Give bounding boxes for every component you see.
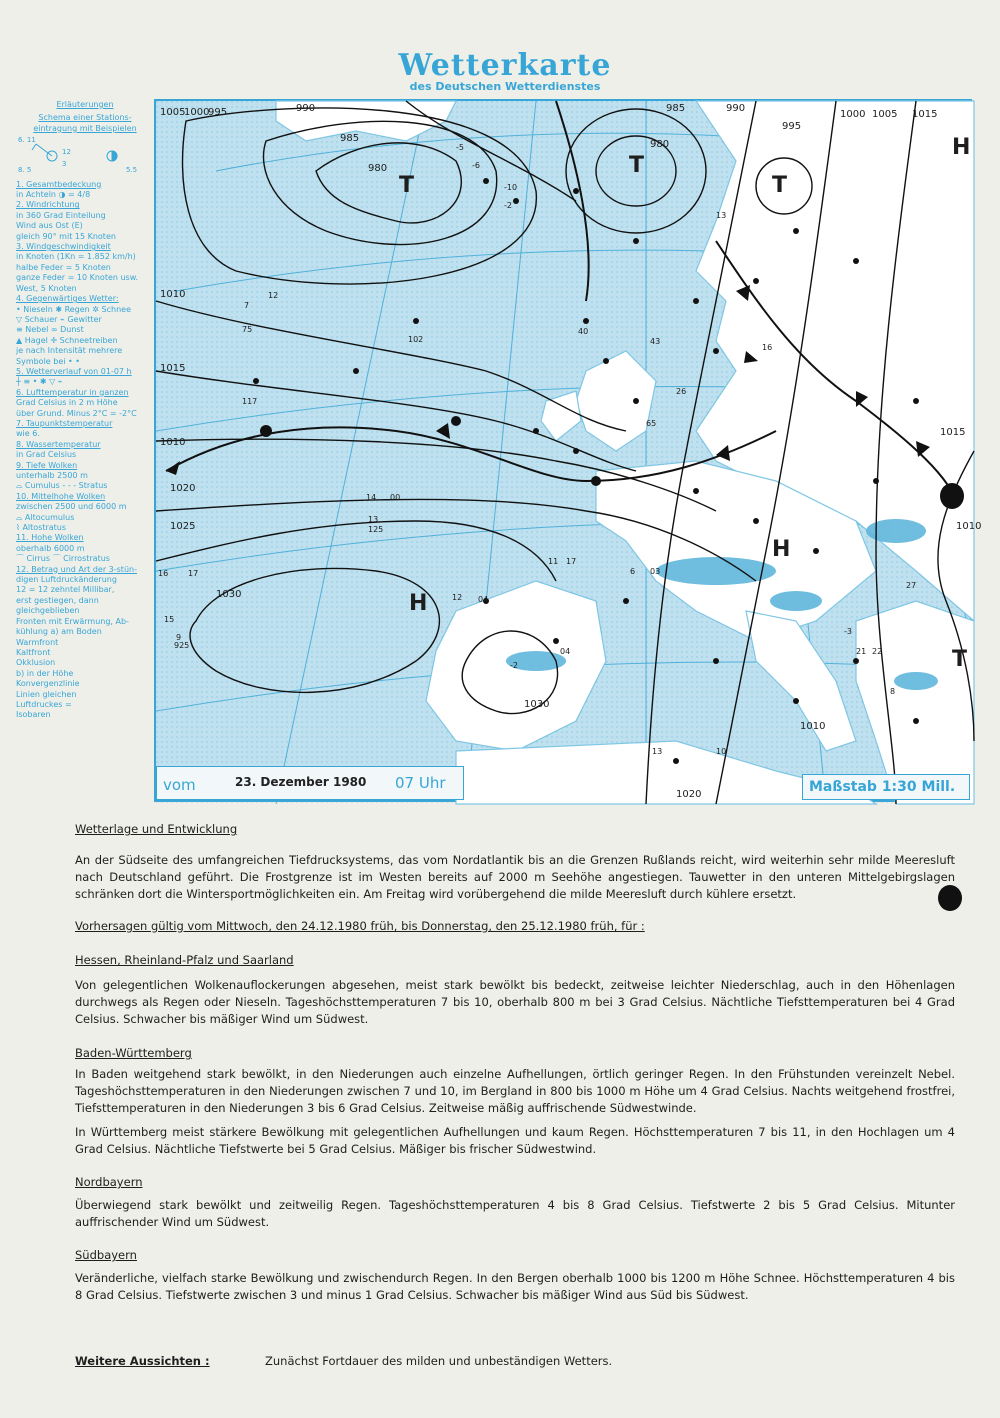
isobar-label: 1015 — [160, 363, 186, 374]
station-value: 12 — [268, 291, 279, 300]
legend-schema-line: eintragung mit Beispielen — [33, 123, 137, 133]
station-value: 14 — [366, 493, 377, 502]
legend-line: 12 = 12 zehntel Millibar, — [16, 585, 115, 595]
wetterlage-text — [75, 852, 955, 903]
high-pressure-center: H — [409, 591, 428, 616]
section-heading-baden-wuerttemberg: Baden-Württemberg — [75, 1046, 192, 1060]
legend-heading: Erläuterungen — [56, 100, 114, 109]
station-values — [156, 101, 974, 804]
section-heading-vorhersage: Vorhersagen gültig vom Mittwoch, den 24.12.1980 früh, bis Donnerstag, den 25.12.1980 früh, für : — [75, 919, 645, 933]
isobar-label: 980 — [368, 163, 388, 174]
svg-text:8. 5: 8. 5 — [18, 166, 32, 175]
legend-line: kühlung a) am Boden — [16, 627, 102, 637]
legend-line: 8. Wassertemperatur — [16, 439, 101, 449]
legend-line: ⌓ Altocumulus — [16, 512, 75, 522]
legend-line: b) in der Höhe — [16, 668, 74, 678]
legend-line: Symbole bei • • — [16, 356, 81, 366]
nordbayern-text — [75, 1197, 955, 1231]
legend-line: Konvergenzlinie — [16, 679, 80, 689]
legend-line: Linien gleichen — [16, 689, 77, 699]
legend-line: gleich 90° mit 15 Knoten — [16, 231, 116, 241]
station-value: -5 — [456, 143, 464, 152]
legend-line: ⌓ Cumulus - - - Stratus — [16, 481, 108, 491]
isobar-label: 1020 — [676, 789, 702, 800]
wetterlage-paragraph: An der Südseite des umfangreichen Tiefdrucksystems, das vom Nordatlantik bis an die Grenzen Rußlands reicht, wird weiterhin sehr milde Meeresluft nach Deutschland geführt. Die Frostgrenze ist im Westen bereits auf 2000 m Seehöhe angestiegen. Tauwetter in den unteren Mittelgebirgslagen schränken dort die Wintersportmöglichkeiten ein. Am Freitag wird vorübergehend die milde Meeresluft durch kühlere ersetzt. — [75, 853, 955, 901]
station-value: 13 — [716, 211, 727, 220]
station-value: 17 — [188, 569, 199, 578]
map-scale-box — [802, 774, 970, 800]
station-value: 00 — [390, 493, 401, 502]
station-value: 65 — [646, 419, 657, 428]
isobar-label: 1030 — [216, 589, 242, 600]
legend-line: in Achteln ◑ = 4/8 — [16, 190, 91, 200]
station-value: 12 — [452, 593, 463, 602]
legend-line: 3. Windgeschwindigkeit — [16, 242, 111, 252]
station-value: -6 — [472, 161, 480, 170]
legend-line: Fronten mit Erwärmung, Ab- — [16, 616, 129, 626]
legend-line: West, 5 Knoten — [16, 283, 77, 293]
punch-hole — [940, 483, 964, 509]
legend-line: Isobaren — [16, 710, 51, 720]
station-value: 6 — [630, 567, 636, 576]
section-heading-weitere-aussichten: Weitere Aussichten : — [75, 1354, 210, 1368]
svg-text:12: 12 — [62, 148, 71, 157]
weitere-aussichten-text: Zunächst Fortdauer des milden und unbeständigen Wetters. — [265, 1354, 613, 1368]
legend-line: ▽ Schauer ⌁ Gewitter — [16, 314, 102, 324]
isobar-label: 980 — [650, 139, 670, 150]
legend-line: in Grad Celsius — [16, 450, 77, 460]
legend-line: • Nieseln ✱ Regen ✲ Schnee — [16, 304, 132, 314]
isobar-label: 1015 — [940, 427, 966, 438]
isobar-label: 985 — [340, 133, 360, 144]
station-value: 75 — [242, 325, 253, 334]
baden-paragraph: In Baden weitgehend stark bewölkt, in den Niederungen auch einzelne Aufhellungen, örtlich geringer Regen. In den Frühstunden vereinzelt Nebel. Tageshöchsttemperaturen in den Niederungen zwischen 7 und 10, im Bergland in 800 bis 1000 m Höhe um 4 Grad Celsius. Nachts weitgehend frostfrei, Tiefsttemperaturen in den Niederungen 3 bis 6 Grad Celsius. Zeitweise mäßig auffrischende Südwestwinde. — [75, 1067, 955, 1115]
legend-line: 10. Mittelhohe Wolken — [16, 491, 106, 501]
low-pressure-center: T — [952, 647, 968, 672]
svg-text:5.5: 5.5 — [126, 166, 138, 175]
station-value: 40 — [578, 327, 589, 336]
legend-line: gleichgeblieben — [16, 606, 80, 616]
svg-text:6. 11: 6. 11 — [18, 136, 36, 145]
isobar-label: 985 — [666, 103, 686, 114]
isobar-label: 1020 — [170, 483, 196, 494]
map-footer-hour: 07 Uhr — [395, 774, 446, 792]
station-value: -2 — [510, 661, 518, 670]
isobar-label: 1005 — [160, 107, 186, 118]
station-value: 22 — [872, 647, 883, 656]
isobar-label: 1030 — [524, 699, 550, 710]
wuerttemberg-text — [75, 1124, 955, 1158]
station-value: 26 — [676, 387, 687, 396]
map-footer-scale: Maßstab 1:30 Mill. — [809, 779, 956, 795]
station-value: 21 — [856, 647, 867, 656]
legend-line: Wind aus Ost (E) — [16, 221, 83, 231]
legend-line: über Grund. Minus 2°C = -2°C — [16, 408, 137, 418]
low-pressure-center: T — [399, 173, 415, 198]
nordbayern-paragraph: Überwiegend stark bewölkt und zeitweilig Regen. Tageshöchsttemperaturen 4 bis 8 Grad Celsius. Tiefstwerte 2 bis 5 Grad Celsius. Mitunter auffrischender Wind um Südwest. — [75, 1198, 955, 1229]
legend-line: 11. Hohe Wolken — [16, 533, 84, 543]
station-value: 04 — [478, 595, 489, 604]
legend-line: 9. Tiefe Wolken — [16, 460, 78, 470]
station-value: 15 — [164, 615, 175, 624]
high-pressure-center: H — [952, 135, 971, 160]
legend-panel — [16, 100, 154, 721]
legend-line: 2. Windrichtung — [16, 200, 80, 210]
station-value: 13 — [368, 515, 379, 524]
legend-line: Warmfront — [16, 637, 59, 647]
station-schema-icon — [16, 134, 146, 176]
section-heading-suedbayern: Südbayern — [75, 1248, 137, 1262]
legend-line: in 360 Grad Einteilung — [16, 210, 106, 220]
isobar-label: 1005 — [872, 109, 898, 120]
legend-line: zwischen 2500 und 6000 m — [16, 502, 127, 512]
map-date-box — [156, 766, 464, 800]
legend-line: erst gestiegen, dann — [16, 595, 99, 605]
legend-line: je nach Intensität mehrere — [16, 346, 123, 356]
suedbayern-text — [75, 1270, 955, 1304]
wuerttemberg-paragraph: In Württemberg meist stärkere Bewölkung mit gelegentlichen Aufhellungen und kaum Regen. Höchsttemperaturen 7 bis 11, in den Hochlagen um 4 Grad Celsius. Nächtliche Tiefstwerte bei 5 Grad Celsius. Mäßiger bis frischer Südwestwind. — [75, 1125, 955, 1156]
page-title: Wetterkarte — [398, 48, 612, 83]
isobar-label: 1025 — [170, 521, 196, 532]
legend-line: digen Luftdruckänderung — [16, 575, 117, 585]
legend-line: ▲ Hagel ✛ Schneetreiben — [16, 335, 118, 345]
isobar-label: 1000 — [184, 107, 210, 118]
station-value: 04 — [560, 647, 571, 656]
legend-line: 4. Gegenwärtiges Wetter: — [16, 294, 119, 304]
legend-schema-line: Schema einer Stations- — [38, 113, 132, 123]
legend-line: halbe Feder = 5 Knoten — [16, 262, 111, 272]
svg-text:3: 3 — [62, 160, 67, 169]
legend-line: Kaltfront — [16, 647, 51, 657]
isobar-label: 1010 — [800, 721, 826, 732]
hessen-text — [75, 977, 955, 1028]
legend-line: Okklusion — [16, 658, 56, 668]
isobar-label: 1010 — [956, 521, 982, 532]
station-value: 8 — [890, 687, 896, 696]
low-pressure-center: T — [629, 153, 645, 178]
legend-line: 1. Gesamtbedeckung — [16, 179, 102, 189]
legend-line: 5. Wetterverlauf von 01-07 h — [16, 366, 132, 376]
isobar-label: 1000 — [840, 109, 866, 120]
station-value: -2 — [504, 201, 512, 210]
legend-line: ⌇ Altostratus — [16, 523, 67, 533]
legend-line: 7. Taupunktstemperatur — [16, 418, 113, 428]
station-value: 17 — [566, 557, 577, 566]
station-value: 125 — [368, 525, 384, 534]
high-pressure-center: H — [772, 537, 791, 562]
station-value: 10 — [716, 747, 727, 756]
station-value: 117 — [242, 397, 258, 406]
legend-line: 6. Lufttemperatur in ganzen — [16, 387, 129, 397]
station-value: 7 — [244, 301, 250, 310]
legend-line: in Knoten (1Kn = 1.852 km/h) — [16, 252, 136, 262]
isobar-label: 1015 — [912, 109, 938, 120]
legend-line: oberhalb 6000 m — [16, 543, 85, 553]
hessen-paragraph: Von gelegentlichen Wolkenauflockerungen abgesehen, meist stark bewölkt bis bedeckt, zeitweise leichter Niederschlag, auch in den Höhenlagen durchwegs als Regen oder Nieseln. Tageshöchsttemperaturen 7 bis 10, oberhalb 800 m bei 3 Grad Celsius. Nächtliche Tiefsttemperaturen bei 4 Grad Celsius. Schwacher bis mäßiger Wind um Südwest. — [75, 978, 955, 1026]
station-value: -10 — [504, 183, 518, 192]
legend-line: unterhalb 2500 m — [16, 471, 88, 480]
station-value: 11 — [548, 557, 559, 566]
weather-map — [154, 99, 982, 802]
low-pressure-center: T — [772, 173, 788, 198]
station-value: 9 — [176, 633, 182, 642]
isobar-label: 1010 — [160, 289, 186, 300]
suedbayern-paragraph: Veränderliche, vielfach starke Bewölkung und zwischendurch Regen. In den Bergen oberhalb 1000 bis 1200 m Höhe Schnee. Höchsttemperaturen 4 bis 8 Grad Celsius. Tiefstwerte zwischen 3 und minus 1 Grad Celsius. Schwacher bis mäßiger Wind aus Süd bis Südwest. — [75, 1271, 955, 1302]
station-value: 13 — [652, 747, 663, 756]
legend-line: wie 6. — [16, 429, 40, 439]
station-value: 27 — [906, 581, 917, 590]
station-value: 102 — [408, 335, 424, 344]
isobar-label: 1010 — [160, 437, 186, 448]
isobar-label: 990 — [296, 103, 316, 114]
station-value: 03 — [650, 567, 661, 576]
legend-line: Luftdruckes = — [16, 699, 72, 709]
legend-line: ganze Feder = 10 Knoten usw. — [16, 273, 139, 283]
isobar-label: 995 — [782, 121, 802, 132]
section-heading-nordbayern: Nordbayern — [75, 1175, 143, 1189]
legend-line: 12. Betrag und Art der 3-stün- — [16, 564, 137, 574]
legend-line: ⌒ Cirrus ⌒ Cirrostratus — [16, 554, 110, 564]
legend-line: ┼ ≡ • ✱ ▽ ⌁ — [16, 377, 63, 387]
map-footer-vom: vom — [163, 776, 196, 794]
station-value: -3 — [844, 627, 852, 636]
isobar-label: 995 — [208, 107, 228, 118]
station-value: 43 — [650, 337, 661, 346]
legend-line: Grad Celsius in 2 m Höhe — [16, 398, 118, 408]
isobar-label: 990 — [726, 103, 746, 114]
section-heading-wetterlage: Wetterlage und Entwicklung — [75, 822, 238, 836]
station-value: 16 — [158, 569, 169, 578]
map-footer-date: 23. Dezember 1980 — [235, 775, 367, 789]
section-heading-hessen: Hessen, Rheinland-Pfalz und Saarland — [75, 953, 294, 967]
legend-lines — [16, 180, 154, 721]
legend-line: ≡ Nebel ∞ Dunst — [16, 325, 84, 335]
station-value: 16 — [762, 343, 773, 352]
station-value: 925 — [174, 641, 190, 650]
punch-hole — [938, 885, 962, 911]
baden-text — [75, 1066, 955, 1117]
page-subtitle: des Deutschen Wetterdienstes — [409, 80, 601, 93]
